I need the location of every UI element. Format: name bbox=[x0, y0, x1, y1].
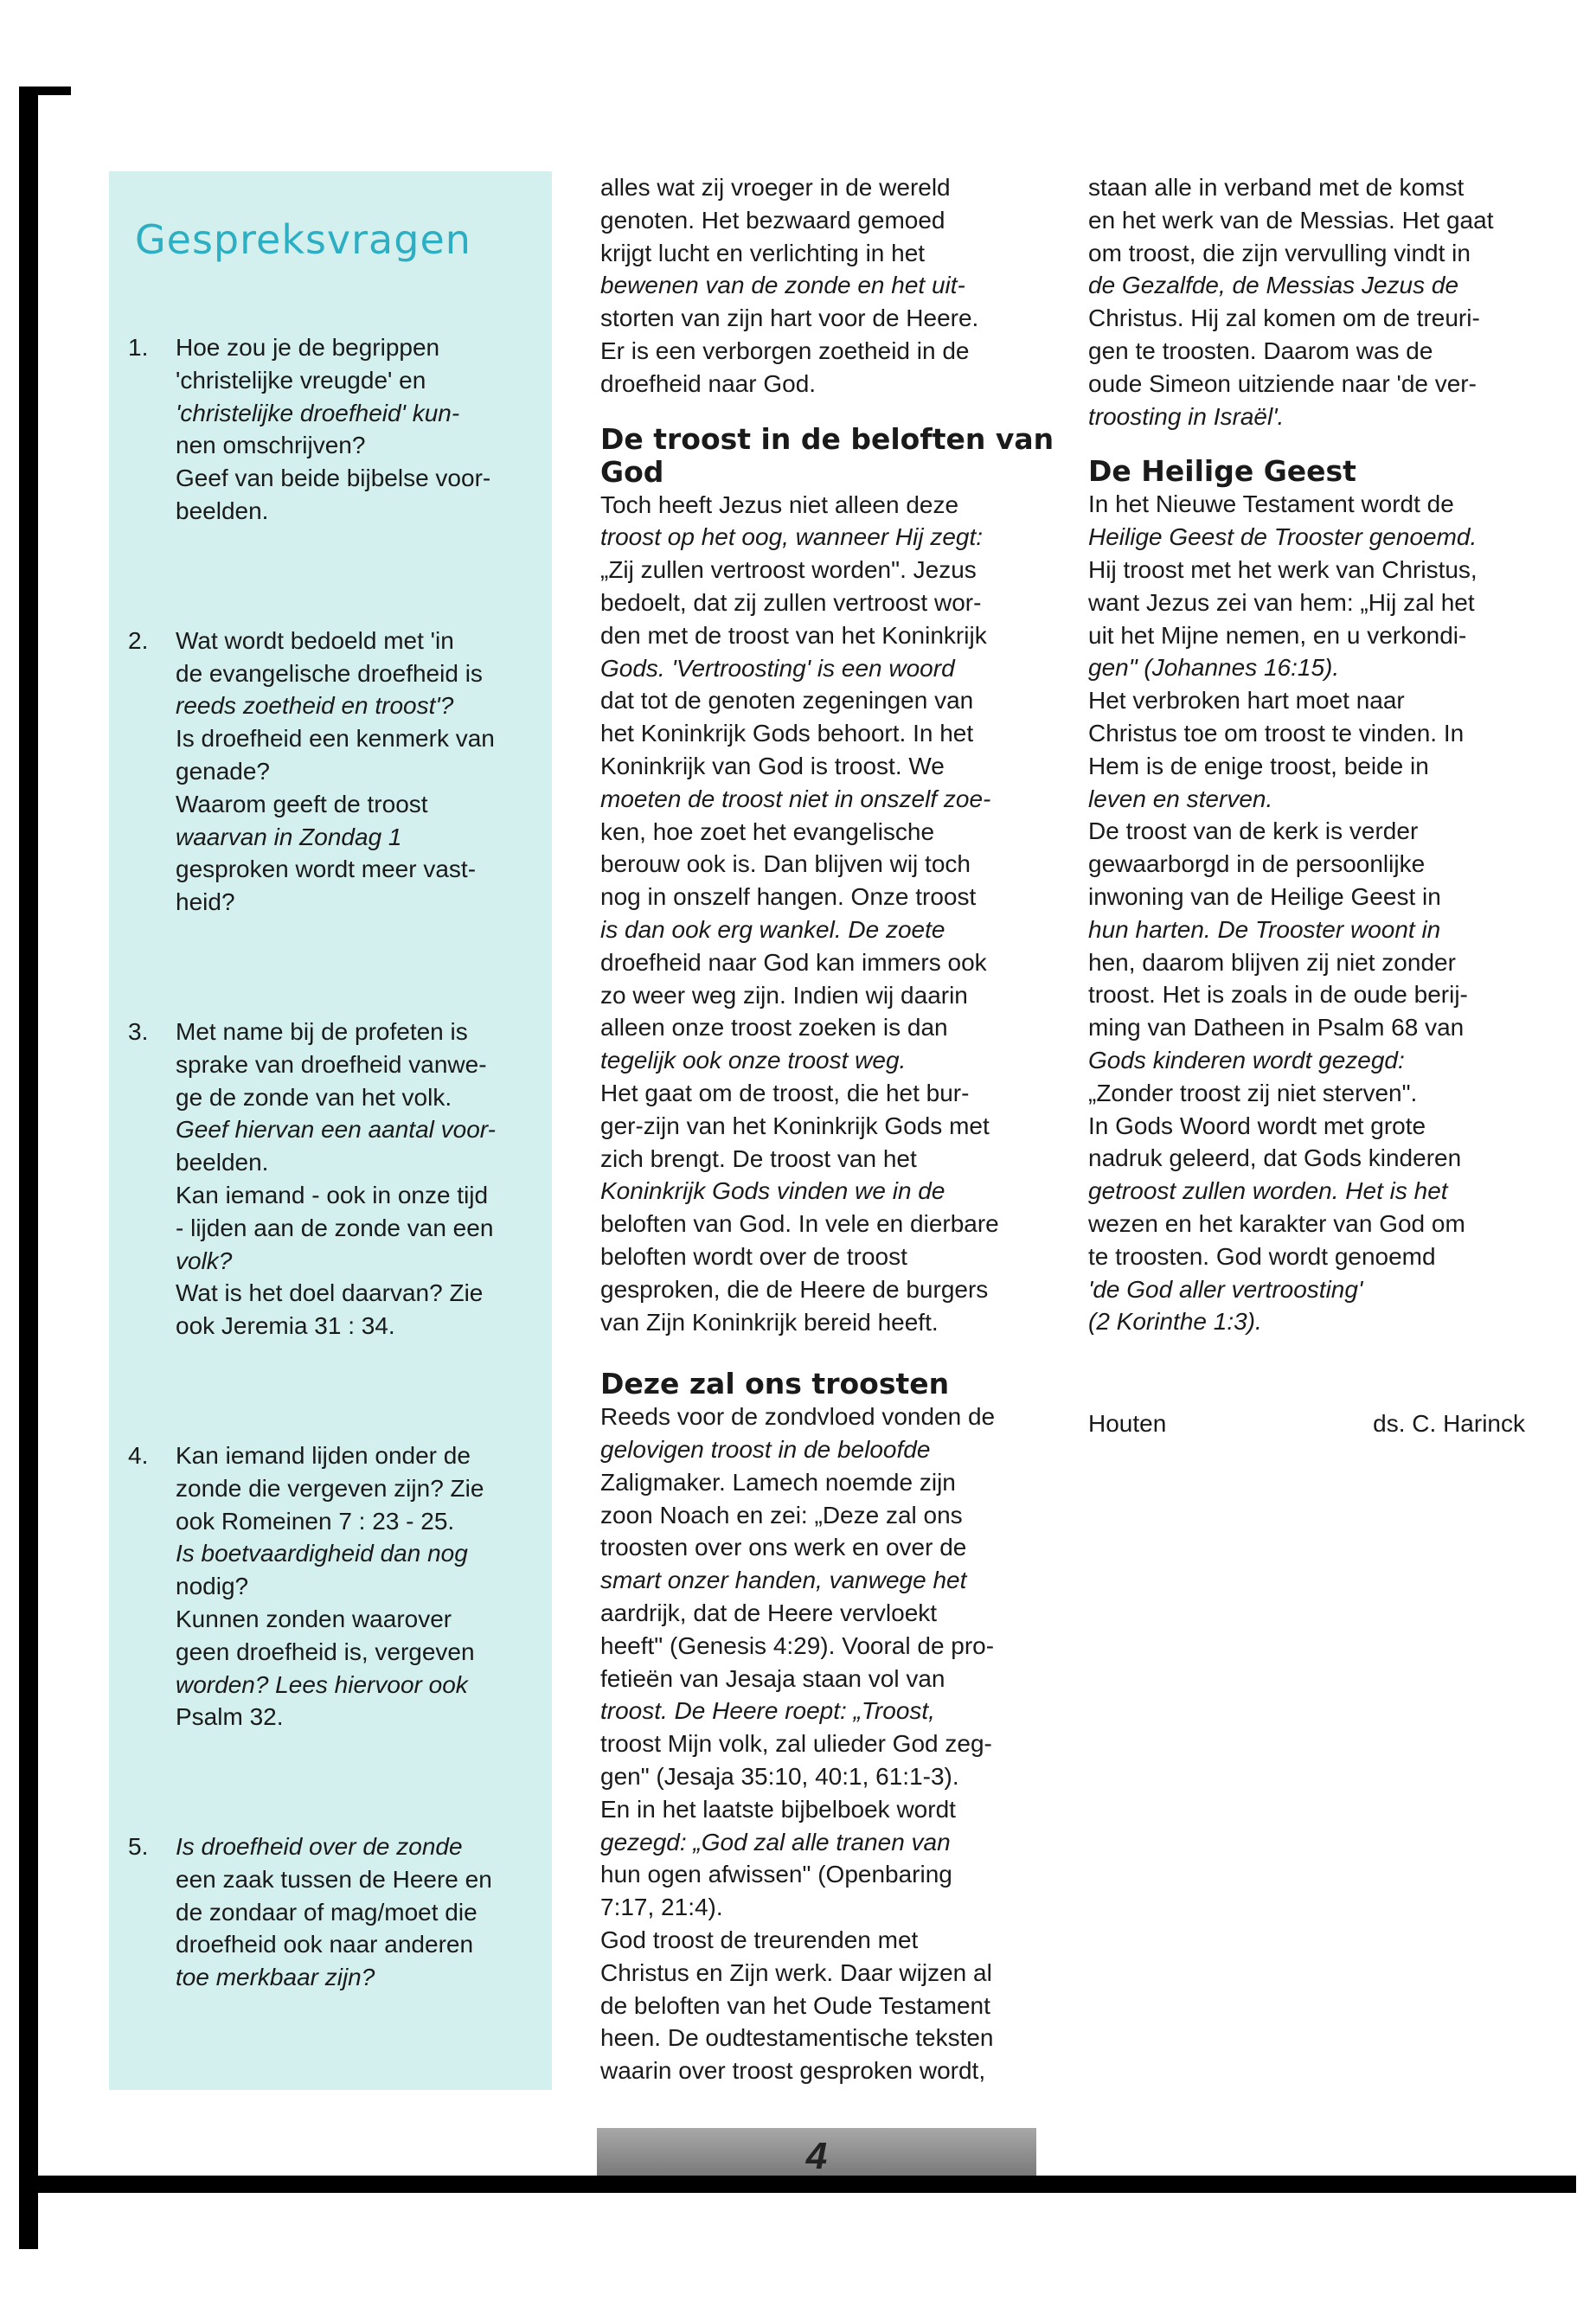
question-item bbox=[128, 625, 535, 919]
question-line: droefheid ook naar anderen bbox=[176, 1931, 474, 1958]
text-line: het Koninkrijk Gods behoort. In het bbox=[600, 720, 974, 747]
text-line: getroost zullen worden. Het is het bbox=[1088, 1177, 1448, 1205]
question-text bbox=[176, 625, 535, 919]
text-line: Reeds voor de zondvloed vonden de bbox=[600, 1403, 996, 1431]
text-line: Gods. 'Vertroosting' is een woord bbox=[600, 654, 955, 682]
question-line: nen omschrijven? bbox=[176, 432, 366, 459]
text-line: dat tot de genoten zegeningen van bbox=[600, 687, 974, 715]
text-line: troosting in Israël'. bbox=[1088, 402, 1285, 430]
question-line: waarvan in Zondag 1 bbox=[176, 823, 402, 850]
text-line: Christus en Zijn werk. Daar wijzen al bbox=[600, 1958, 992, 1986]
question-line: worden? Lees hiervoor ook bbox=[176, 1670, 468, 1698]
text-line: ken, hoe zoet het evangelische bbox=[600, 817, 935, 845]
text-line: hen, daarom blijven zij niet zonder bbox=[1088, 948, 1456, 976]
text-line: troost Mijn volk, zal ulieder God zeg- bbox=[600, 1730, 992, 1758]
text-line: Gods kinderen wordt gezegd: bbox=[1088, 1046, 1405, 1074]
text-line: droefheid naar God kan immers ook bbox=[600, 948, 987, 976]
question-line: de evangelische droefheid is bbox=[176, 659, 483, 687]
discussion-questions-box bbox=[109, 171, 552, 2090]
text-line: ger-zijn van het Koninkrijk Gods met bbox=[600, 1112, 990, 1139]
question-line: toe merkbaar zijn? bbox=[176, 1964, 375, 1991]
text-line: gewaarborgd in de persoonlijke bbox=[1088, 850, 1426, 878]
text-line: en het werk van de Messias. Het gaat bbox=[1088, 206, 1494, 234]
text-line: te troosten. God wordt genoemd bbox=[1088, 1242, 1436, 1270]
sidebar-title: Gespreksvragen bbox=[135, 216, 471, 263]
question-text bbox=[176, 1830, 535, 1994]
question-line: Is droefheid een kenmerk van bbox=[176, 725, 495, 753]
question-line: 'christelijke droefheid' kun- bbox=[176, 399, 460, 426]
question-number: 1. bbox=[128, 334, 149, 361]
question-line: 'christelijke vreugde' en bbox=[176, 366, 426, 394]
question-line: Kunnen zonden waarover bbox=[176, 1605, 452, 1632]
question-line: ook Romeinen 7 : 23 - 25. bbox=[176, 1507, 455, 1535]
text-line: alleen onze troost zoeken is dan bbox=[600, 1014, 948, 1042]
question-text bbox=[176, 1016, 535, 1343]
text-line: bedoelt, dat zij zullen vertroost wor- bbox=[600, 588, 982, 616]
signature bbox=[1088, 1410, 1525, 1438]
text-line: troost. De Heere roept: „Troost, bbox=[600, 1697, 935, 1725]
text-line: „Zonder troost zij niet sterven". bbox=[1088, 1079, 1418, 1106]
text-line: krijgt lucht en verlichting in het bbox=[600, 239, 926, 266]
page-number-bar bbox=[597, 2128, 1036, 2176]
question-line: Wat is het doel daarvan? Zie bbox=[176, 1279, 484, 1307]
text-line: want Jezus zei van hem: „Hij zal het bbox=[1088, 588, 1475, 616]
scan-edge-bottom bbox=[19, 2176, 1576, 2193]
heading-line: De troost in de beloften van bbox=[600, 421, 1054, 456]
question-line: zonde die vergeven zijn? Zie bbox=[176, 1474, 484, 1502]
text-line: Koninkrijk van God is troost. We bbox=[600, 752, 945, 779]
text-line: om troost, die zijn vervulling vindt in bbox=[1088, 239, 1471, 266]
question-line: sprake van droefheid vanwe- bbox=[176, 1050, 487, 1078]
section-heading bbox=[600, 421, 1054, 489]
question-number: 2. bbox=[128, 626, 149, 654]
text-line: Hem is de enige troost, beide in bbox=[1088, 752, 1429, 779]
text-line: staan alle in verband met de komst bbox=[1088, 174, 1465, 201]
intro-paragraph bbox=[600, 171, 1050, 401]
question-line: Psalm 32. bbox=[176, 1703, 284, 1731]
question-line: - lijden aan de zonde van een bbox=[176, 1214, 494, 1241]
question-number: 4. bbox=[128, 1441, 149, 1469]
text-line: Toch heeft Jezus niet alleen deze bbox=[600, 490, 959, 518]
question-text bbox=[176, 331, 535, 528]
question-item bbox=[128, 1439, 535, 1734]
text-line: gen" (Jesaja 35:10, 40:1, 61:1-3). bbox=[600, 1763, 959, 1791]
text-line: troost. Het is zoals in de oude berij- bbox=[1088, 981, 1468, 1009]
text-line: moeten de troost niet in onszelf zoe- bbox=[600, 785, 991, 812]
question-number: 5. bbox=[128, 1833, 149, 1861]
signature-author: ds. C. Harinck bbox=[1373, 1410, 1525, 1437]
question-line: Hoe zou je de begrippen bbox=[176, 334, 440, 361]
text-line: droefheid naar God. bbox=[600, 369, 817, 397]
text-line: wezen en het karakter van God om bbox=[1088, 1209, 1465, 1237]
text-line: Er is een verborgen zoetheid in de bbox=[600, 336, 970, 364]
text-line: ming van Datheen in Psalm 68 van bbox=[1088, 1014, 1465, 1042]
body-paragraph bbox=[1088, 488, 1538, 1338]
text-line: storten van zijn hart voor de Heere. bbox=[600, 304, 979, 332]
question-line: nodig? bbox=[176, 1573, 249, 1600]
column-right bbox=[1088, 171, 1538, 1338]
text-line: In Gods Woord wordt met grote bbox=[1088, 1112, 1426, 1139]
question-line: Is droefheid over de zonde bbox=[176, 1833, 463, 1861]
text-line: leven en sterven. bbox=[1088, 785, 1273, 812]
text-line: de beloften van het Oude Testament bbox=[600, 1991, 990, 2019]
text-line: heeft" (Genesis 4:29). Vooral de pro- bbox=[600, 1631, 995, 1659]
question-line: genade? bbox=[176, 757, 271, 785]
text-line: Christus toe om troost te vinden. In bbox=[1088, 719, 1465, 747]
text-line: tegelijk ook onze troost weg. bbox=[600, 1047, 907, 1074]
text-line: alles wat zij vroeger in de wereld bbox=[600, 174, 951, 201]
text-line: bewenen van de zonde en het uit- bbox=[600, 272, 965, 299]
text-line: inwoning van de Heilige Geest in bbox=[1088, 882, 1441, 910]
column-middle bbox=[600, 171, 1054, 2087]
question-line: volk? bbox=[176, 1247, 233, 1274]
body-paragraph bbox=[600, 489, 1050, 1339]
question-line: reeds zoetheid en troost'? bbox=[176, 692, 454, 720]
question-line: Geef hiervan een aantal voor- bbox=[176, 1116, 496, 1144]
text-line: Koninkrijk Gods vinden we in de bbox=[600, 1177, 945, 1205]
text-line: beloften wordt over de troost bbox=[600, 1242, 907, 1270]
text-line: God troost de treurenden met bbox=[600, 1926, 919, 1954]
text-line: den met de troost van het Koninkrijk bbox=[600, 621, 987, 649]
question-line: Waarom geeft de troost bbox=[176, 790, 428, 817]
scan-edge-left bbox=[19, 87, 38, 2249]
text-line: Heilige Geest de Trooster genoemd. bbox=[1088, 523, 1477, 551]
section-heading: De Heilige Geest bbox=[1088, 454, 1356, 489]
text-line: troost op het oog, wanneer Hij zegt: bbox=[600, 523, 984, 551]
text-line: van Zijn Koninkrijk bereid heeft. bbox=[600, 1308, 939, 1336]
text-line: hun harten. De Trooster woont in bbox=[1088, 915, 1441, 943]
text-line: smart onzer handen, vanwege het bbox=[600, 1567, 967, 1594]
page-number: 4 bbox=[805, 2135, 828, 2177]
heading-line: God bbox=[600, 454, 664, 489]
question-line: Met name bij de profeten is bbox=[176, 1017, 468, 1045]
text-line: Zaligmaker. Lamech noemde zijn bbox=[600, 1468, 956, 1496]
question-line: geen droefheid is, vergeven bbox=[176, 1638, 475, 1665]
text-line: troosten over ons werk en over de bbox=[600, 1534, 967, 1561]
question-line: Is boetvaardigheid dan nog bbox=[176, 1540, 468, 1567]
text-line: 7:17, 21:4). bbox=[600, 1894, 723, 1921]
text-line: hun ogen afwissen" (Openbaring bbox=[600, 1861, 952, 1888]
intro-paragraph bbox=[1088, 171, 1538, 433]
text-line: Hij troost met het werk van Christus, bbox=[1088, 555, 1477, 583]
text-line: zo weer weg zijn. Indien wij daarin bbox=[600, 981, 968, 1009]
question-line: een zaak tussen de Heere en bbox=[176, 1865, 492, 1893]
text-line: gesproken, die de Heere de burgers bbox=[600, 1275, 989, 1303]
text-line: 'de God aller vertroosting' bbox=[1088, 1275, 1363, 1303]
text-line: nadruk geleerd, dat Gods kinderen bbox=[1088, 1144, 1462, 1172]
question-line: gesproken wordt meer vast- bbox=[176, 856, 477, 883]
text-line: (2 Korinthe 1:3). bbox=[1088, 1308, 1262, 1336]
text-line: fetieën van Jesaja staan vol van bbox=[600, 1664, 945, 1692]
text-line: aardrijk, dat de Heere vervloekt bbox=[600, 1599, 938, 1627]
text-line: beloften van God. In vele en dierbare bbox=[600, 1210, 999, 1238]
signature-place: Houten bbox=[1088, 1410, 1167, 1437]
question-line: beelden. bbox=[176, 497, 269, 524]
text-line: „Zij zullen vertroost worden". Jezus bbox=[600, 556, 977, 584]
question-list bbox=[128, 331, 535, 1994]
text-line: gen te troosten. Daarom was de bbox=[1088, 336, 1433, 364]
question-line: ook Jeremia 31 : 34. bbox=[176, 1312, 395, 1340]
text-line: de Gezalfde, de Messias Jezus de bbox=[1088, 272, 1459, 299]
text-line: gezegd: „God zal alle tranen van bbox=[600, 1828, 951, 1856]
body-paragraph bbox=[600, 1400, 1050, 2087]
question-item bbox=[128, 1016, 535, 1343]
question-line: de zondaar of mag/moet die bbox=[176, 1898, 478, 1926]
question-line: beelden. bbox=[176, 1149, 269, 1176]
text-line: heen. De oudtestamentische teksten bbox=[600, 2024, 994, 2052]
scan-edge-corner bbox=[19, 87, 71, 95]
text-line: Het gaat om de troost, die het bur- bbox=[600, 1079, 970, 1106]
text-line: uit het Mijne nemen, en u verkondi- bbox=[1088, 621, 1467, 649]
question-line: Geef van beide bijbelse voor- bbox=[176, 465, 491, 492]
text-line: oude Simeon uitziende naar 'de ver- bbox=[1088, 369, 1477, 397]
section-heading: Deze zal ons troosten bbox=[600, 1367, 950, 1401]
text-line: gelovigen troost in de beloofde bbox=[600, 1436, 931, 1464]
text-line: waarin over troost gesproken wordt, bbox=[600, 2057, 986, 2085]
question-item bbox=[128, 1830, 535, 1994]
text-line: En in het laatste bijbelboek wordt bbox=[600, 1795, 956, 1823]
question-line: heid? bbox=[176, 888, 235, 916]
text-line: Christus. Hij zal komen om de treuri- bbox=[1088, 304, 1480, 332]
text-line: nog in onszelf hangen. Onze troost bbox=[600, 883, 977, 911]
question-item bbox=[128, 331, 535, 528]
text-line: In het Nieuwe Testament wordt de bbox=[1088, 490, 1454, 518]
question-line: Kan iemand lijden onder de bbox=[176, 1441, 471, 1469]
text-line: genoten. Het bezwaard gemoed bbox=[600, 206, 945, 234]
question-line: ge de zonde van het volk. bbox=[176, 1083, 452, 1111]
text-line: De troost van de kerk is verder bbox=[1088, 817, 1419, 845]
question-line: Kan iemand - ook in onze tijd bbox=[176, 1181, 489, 1208]
question-number: 3. bbox=[128, 1017, 149, 1045]
text-line: gen" (Johannes 16:15). bbox=[1088, 654, 1340, 682]
text-line: is dan ook erg wankel. De zoete bbox=[600, 915, 945, 943]
text-line: zich brengt. De troost van het bbox=[600, 1144, 917, 1172]
text-line: berouw ook is. Dan blijven wij toch bbox=[600, 850, 971, 878]
question-line: Wat wordt bedoeld met 'in bbox=[176, 626, 454, 654]
text-line: zoon Noach en zei: „Deze zal ons bbox=[600, 1501, 963, 1529]
question-text bbox=[176, 1439, 535, 1734]
text-line: Het verbroken hart moet naar bbox=[1088, 687, 1405, 715]
